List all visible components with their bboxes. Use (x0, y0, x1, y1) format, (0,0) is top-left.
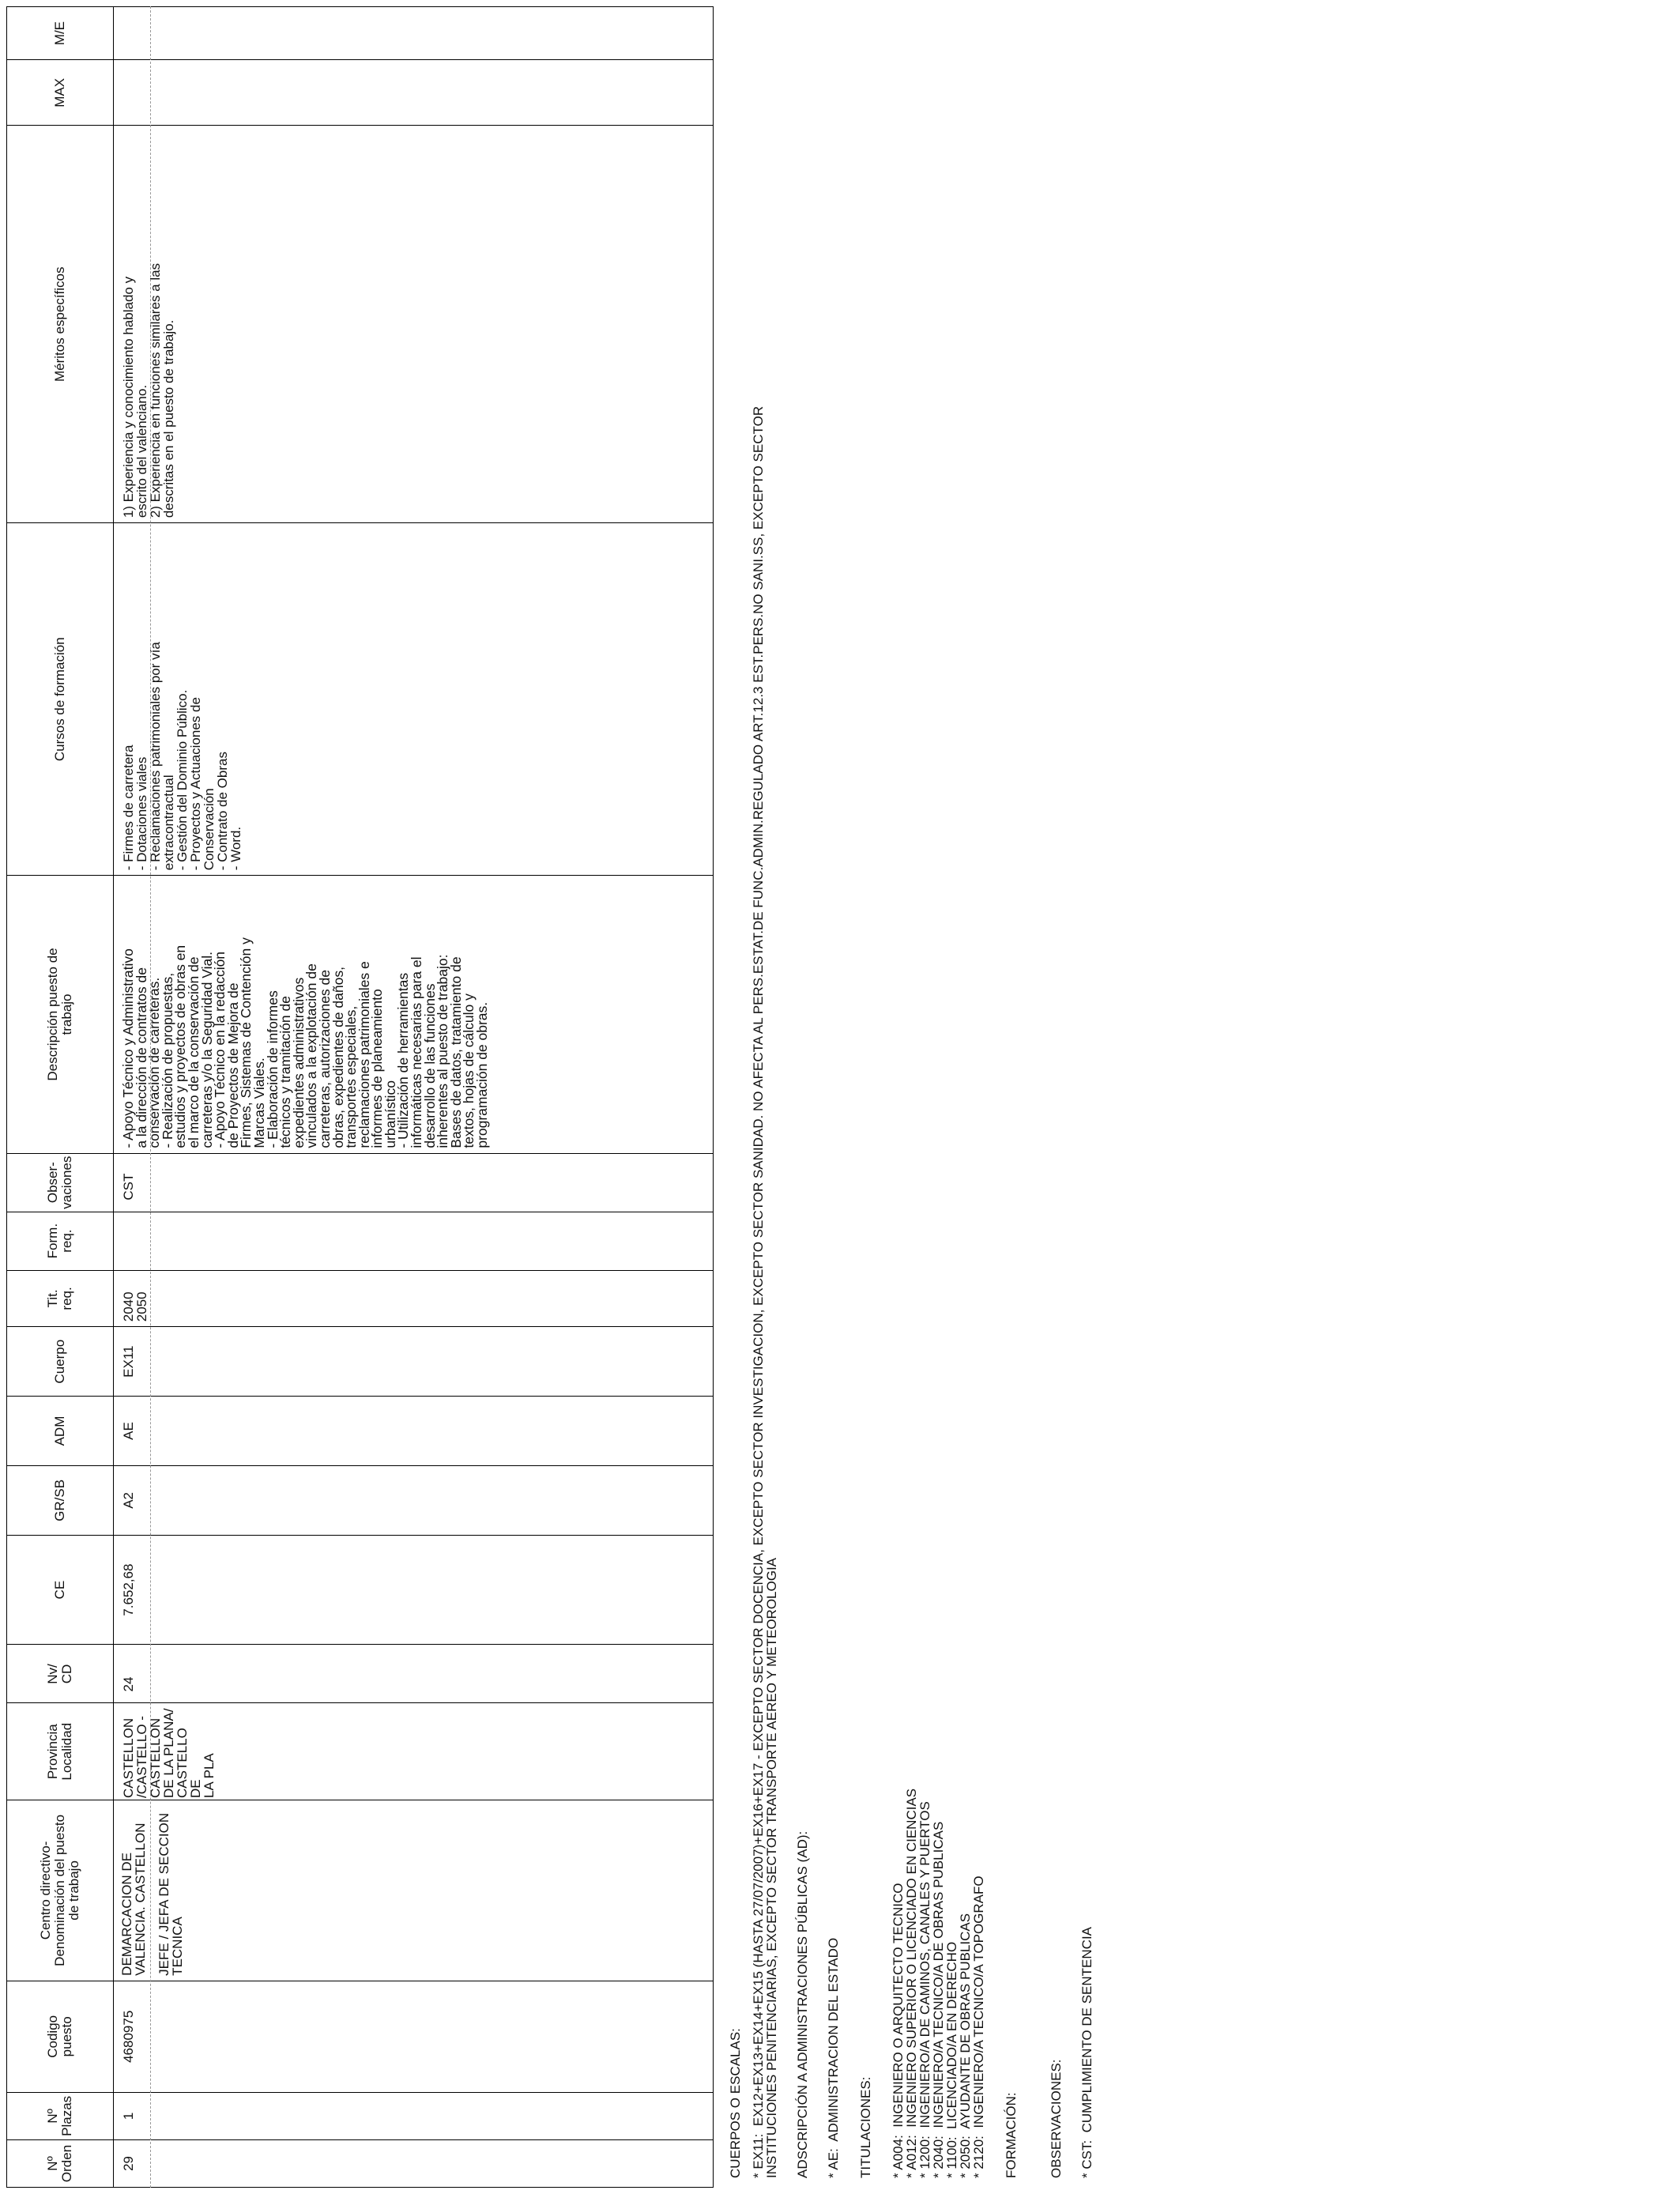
header-meritos: Méritos específicos (7, 126, 114, 523)
cell-nivel: 24 (114, 1645, 714, 1703)
adscripcion-title: ADSCRIPCIÓN A ADMINISTRACIONES PÚBLICAS (AD): (795, 1830, 810, 2178)
observaciones-text: * CST: CUMPLIMIENTO DE SENTENCIA (1079, 1926, 1094, 2178)
list-item: * 2050: AYUDANTE DE OBRAS PUBLICAS (958, 1913, 973, 2178)
cell-plazas: 1 (114, 2092, 714, 2139)
cell-observaciones: CST (114, 1153, 714, 1212)
cell-orden: 29 (114, 2139, 714, 2187)
cell-max (114, 60, 714, 126)
cell-provincia: CASTELLON /CASTELLO - CASTELLON DE LA PLANA/ CASTELLO DE LA PLA (114, 1703, 714, 1800)
header-centro: Centro directivo- Denominación del puesto de trabajo (7, 1800, 114, 1981)
cuerpos-text: * EX11: EX12+EX13+EX14+EX15 (HASTA 27/07/2007)+EX16+EX17 - EXCEPTO SECTOR DOCENCIA, EXCEPTO SECTOR INVESTIGACION, EXCEPTO SECTOR SANIDAD. NO AFECTA AL PERS.ESTAT.DE FUNC.ADMIN.REGULADO ART.12.3 EST.PERS.NO SANI.SS, EXCEPTO SECTOR INSTITUCIONES PENITENCIARIAS, EXCEPTO SECTOR TRANSPORTE AEREO Y METEOROLOGIA (751, 405, 779, 2178)
list-item: * 1200: INGENIERO/A DE CAMINOS, CANALES Y PUERTOS (917, 1801, 932, 2178)
header-orden: Nº Orden (7, 2139, 114, 2187)
header-cuerpo: Cuerpo (7, 1327, 114, 1397)
header-titulacion: Tit. req. (7, 1270, 114, 1327)
cell-formacion-req (114, 1212, 714, 1270)
list-item: * 2120: INGENIERO/A TECNICO/A TOPOGRAFO (971, 1875, 986, 2178)
header-nivel: Nv/ CD (7, 1645, 114, 1703)
header-ce: CE (7, 1535, 114, 1645)
header-adm: ADM (7, 1397, 114, 1466)
denominacion-puesto: JEFE / JEFA DE SECCION TECNICA (156, 1812, 185, 1976)
header-me: M/E (7, 7, 114, 60)
header-cursos: Cursos de formación (7, 523, 114, 876)
cell-grupo: A2 (114, 1465, 714, 1535)
formacion-title: FORMACIÓN: (1004, 2092, 1019, 2178)
header-provincia: Provincia Localidad (7, 1703, 114, 1800)
job-positions-table (6, 6, 714, 2188)
list-item: * 2040: INGENIERO/A TECNICO/A DE OBRAS PUBLICAS (931, 1821, 946, 2178)
cuerpos-title: CUERPOS O ESCALAS: (728, 2028, 743, 2178)
cell-titulacion: 2040 2050 (114, 1270, 714, 1327)
header-codigo: Codigo puesto (7, 1981, 114, 2092)
header-plazas: Nº Plazas (7, 2092, 114, 2139)
cell-cursos: - Firmes de carretera - Dotaciones viales - Reclamaciones patrimoniales por vía extracontractual - Gestión del Dominio Público. - Proyectos y Actuaciones de Conservación - Contrato de Obras - Word. (114, 523, 714, 876)
legend-notes (729, 28, 1094, 2178)
header-max: MAX (7, 60, 114, 126)
table-row (114, 7, 714, 2188)
cell-meritos: 1) Experiencia y conocimiento hablado y escrito del valenciano. 2) Experiencia en funciones similares a las descritas en el puesto de trabajo. (114, 126, 714, 523)
header-descripcion: Descripción puesto de trabajo (7, 876, 114, 1153)
titulaciones-list (891, 28, 985, 2178)
list-item: * 1100: LICENCIADO/A EN DERECHO (944, 1941, 959, 2178)
cell-me (114, 7, 714, 60)
cell-centro (114, 1800, 714, 1981)
cell-codigo: 4680975 (114, 1981, 714, 2092)
list-item: * A004: INGENIERO O ARQUITECTO TECNICO (891, 1883, 906, 2178)
header-formacion-req: Form. req. (7, 1212, 114, 1270)
table-header-row (7, 7, 114, 2188)
row-divider (150, 6, 151, 2188)
titulaciones-title: TITULACIONES: (858, 2076, 873, 2178)
cell-cuerpo: EX11 (114, 1327, 714, 1397)
cell-ce: 7.652,68 (114, 1535, 714, 1645)
centro-directivo: DEMARCACION DE VALENCIA. CASTELLON (119, 1823, 148, 1976)
list-item: * A012: INGENIERO SUPERIOR O LICENCIADO EN CIENCIAS (904, 1788, 919, 2178)
adscripcion-text: * AE: ADMINISTRACION DEL ESTADO (826, 1937, 841, 2178)
header-observaciones: Obser- vaciones (7, 1153, 114, 1212)
observaciones-title: OBSERVACIONES: (1049, 2059, 1064, 2178)
cell-adm: AE (114, 1397, 714, 1466)
cell-descripcion: - Apoyo Técnico y Administrativo a la dirección de contratos de conservación de carreteras. - Realización de propuestas, estudios y proyectos de obras en el marco de la conservación de carreteras y/o la Seguridad Vial. - Apoyo Técnico en la redacción de Proyectos de Mejora de Firmes, Sistemas de Contención y Marcas Viales. - Elaboración de informes técnicos y tramitación de expedientes administrativos vinculados a la explotación de carreteras, autorizaciones de obras, expedientes de daños, transportes especiales, reclamaciones patrimoniales e informes de planeamiento urbanístico - Utilización de herramientas informáticas necesarias para el desarrollo de las funciones inherentes al puesto de trabajo: Bases de datos, tratamiento de textos, hojas de cálculo y programación de obras. (114, 876, 714, 1153)
header-grupo: GR/SB (7, 1465, 114, 1535)
